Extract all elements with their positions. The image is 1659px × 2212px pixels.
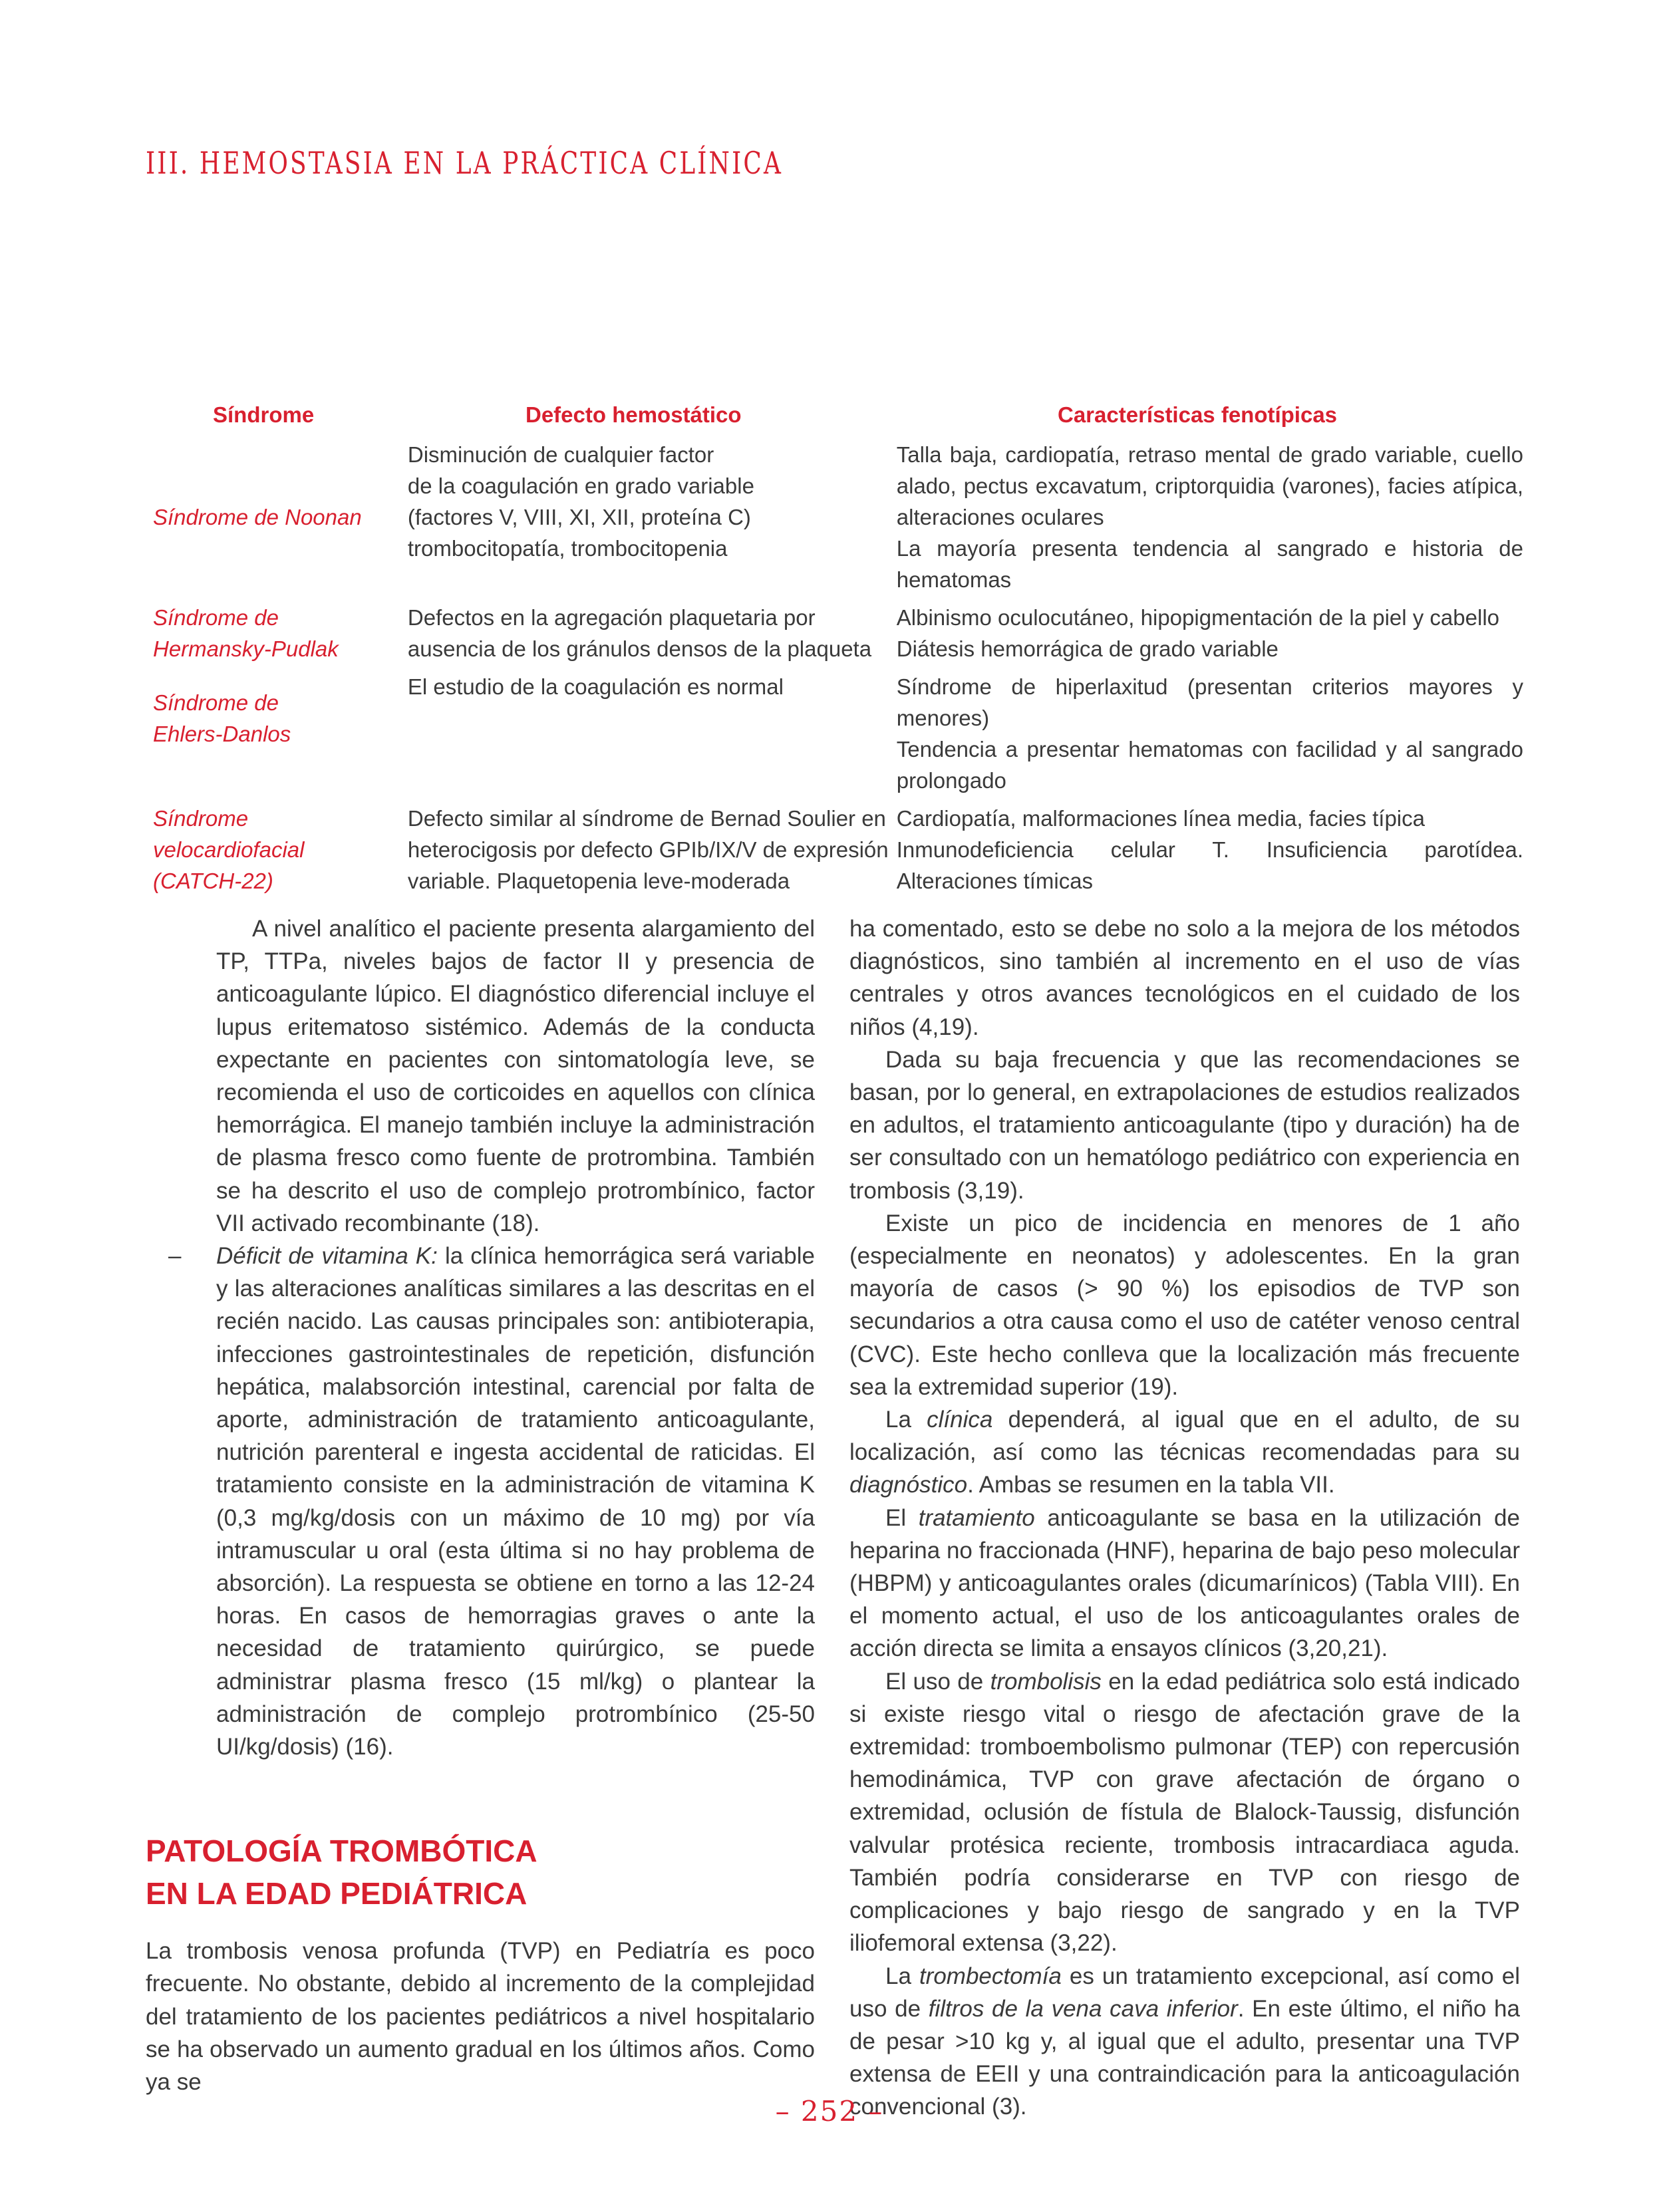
term-italic: Déficit de vitamina K: xyxy=(216,1243,438,1270)
syndrome-name: Síndrome de xyxy=(153,605,279,630)
defect-line: El estudio de la coagulación es normal xyxy=(407,674,784,699)
paragraph-text: la clínica hemorrágica será variable y las alteraciones analíticas similares a las descritas en el recién nacido. Las causas principales son: antibioterapia, infecciones gastrointestinales de repetición, disfunción hepática, malabsorción intestinal, carencial por falta de aporte, administración de tratamiento anticoagulante, nutrición parenteral e ingesta accidental de raticidas. El tratamiento consiste en la administración de vitamina K (0,3 mg/kg/dosis con un máximo de 10 mg) por vía intramuscular u oral (esta última si no hay problema de absorción). La respuesta se obtiene en torno a las 12-24 horas. En casos de hemorragias graves o ante la necesidad de tratamiento quirúrgico, se puede administrar plasma fresco (15 ml/kg) o plantear la administración de complejo protrombínico (25-50 UI/kg/dosis) (16). xyxy=(216,1243,815,1760)
phenotype-line: Cardiopatía, malformaciones línea media, facies típica xyxy=(896,806,1425,831)
body-paragraph: A nivel analítico el paciente presenta alargamiento del TP, TTPa, niveles bajos de factor II y presencia de anticoagulante lúpico. El diagnóstico diferencial incluye el lupus eritematoso sistémico. Además de la conducta expectante en pacientes con sintomatología leve, se recomienda el uso de corticoides en aquellos con clínica hemorrágica. El manejo también incluye la administración de plasma fresco como fuente de protrombina. También se ha descrito el uso de complejo protrombínico, factor VII activado recombinante (18). xyxy=(216,916,815,1236)
defect-line: variable. Plaquetopenia leve-moderada xyxy=(407,869,790,893)
syndrome-name: Síndrome xyxy=(153,806,249,831)
term-italic: diagnóstico xyxy=(849,1472,968,1498)
syndrome-name: Síndrome de xyxy=(153,690,279,715)
term-italic: filtros de la vena cava inferior xyxy=(928,1995,1238,2022)
table-cell-syndrome xyxy=(153,803,405,897)
table-cell-defect xyxy=(408,671,890,796)
table-cell-syndrome xyxy=(153,602,405,664)
defect-line: trombocitopatía, trombocitopenia xyxy=(407,536,728,561)
term-italic: clínica xyxy=(927,1407,993,1433)
defect-line: Defectos en la agregación plaquetaria por xyxy=(407,605,816,630)
table-row xyxy=(153,803,1523,897)
table-row xyxy=(153,602,1523,664)
running-header: III. HEMOSTASIA EN LA PRÁCTICA CLÍNICA xyxy=(146,145,783,181)
body-paragraph: El tratamiento anticoagulante se basa en la utilización de heparina no fraccionada (HNF), heparina de bajo peso molecular (HBPM) y anticoagulantes orales (dicumarínicos) (Tabla VIII). En el momento actual, el uso de los anticoagulantes orales de acción directa se limita a ensayos clínicos (3,20,21). xyxy=(849,1504,1520,1662)
table-cell-phenotype xyxy=(897,602,1523,664)
body-paragraph: ha comentado, esto se debe no solo a la mejora de los métodos diagnósticos, sino también al incremento en el uso de vías centrales y otros avances tecnológicos en el cuidado de los niños (4,19). xyxy=(849,916,1520,1040)
defect-line: heterocigosis por defecto GPIb/IX/V de expresión xyxy=(407,837,889,862)
syndrome-name: (CATCH-22) xyxy=(153,869,273,893)
phenotype-line: Albinismo oculocutáneo, hipopigmentación de la piel y cabello xyxy=(896,605,1500,630)
table-header-phenotype: Características fenotípicas xyxy=(1058,402,1338,427)
body-paragraph: La trombosis venosa profunda (TVP) en Pediatría es poco frecuente. No obstante, debido al incremento de la complejidad del tratamiento de los pacientes pediátricos a nivel hospitalario se ha observado un aumento gradual en los últimos años. Como ya se xyxy=(146,1938,815,2096)
term-italic: tratamiento xyxy=(918,1504,1035,1531)
table-header-syndrome: Síndrome xyxy=(213,402,315,427)
table-cell-defect xyxy=(408,803,890,897)
body-paragraph xyxy=(216,1240,815,1763)
table-cell-defect xyxy=(408,602,890,664)
phenotype-line: Inmunodeficiencia celular T. Insuficiencia parotídea. Alteraciones tímicas xyxy=(896,837,1523,893)
table-row xyxy=(153,439,1523,595)
syndrome-name: Ehlers-Danlos xyxy=(153,722,291,746)
defect-line: de la coagulación en grado variable xyxy=(407,474,754,498)
defect-line: ausencia de los gránulos densos de la plaqueta xyxy=(407,636,872,661)
table-cell-syndrome xyxy=(153,439,405,595)
body-paragraph: Existe un pico de incidencia en menores de 1 año (especialmente en neonatos) y adolescentes. En la gran mayoría de casos (> 90 %) los episodios de TVP son secundarios a otra causa como el uso de catéter venoso central (CVC). Este hecho conlleva que la localización más frecuente sea la extremidad superior (19). xyxy=(849,1210,1520,1400)
table-row xyxy=(153,671,1523,796)
section-title-line: PATOLOGÍA TROMBÓTICA xyxy=(146,1834,537,1869)
table-cell-phenotype xyxy=(897,671,1523,796)
term-italic: trombolisis xyxy=(990,1668,1102,1695)
defect-line: Disminución de cualquier factor xyxy=(407,442,714,467)
dash-bullet: – xyxy=(168,1243,182,1270)
table-cell-phenotype xyxy=(897,803,1523,897)
page-number: – 252 – xyxy=(775,2095,884,2128)
syndromes-table xyxy=(153,399,1523,897)
defect-line: (factores V, VIII, XI, XII, proteína C) xyxy=(407,505,751,529)
table-cell-phenotype xyxy=(897,439,1523,595)
body-paragraph: La trombectomía es un tratamiento excepcional, así como el uso de filtros de la vena cava inferior. En este último, el niño ha de pesar >10 kg y, al igual que el adulto, presentar una TVP extensa de EEII y una contraindicación para la anticoagulación convencional (3). xyxy=(849,1963,1520,2120)
table-header-row xyxy=(153,399,1523,439)
section-title-line: EN LA EDAD PEDIÁTRICA xyxy=(146,1876,528,1911)
body-paragraph: El uso de trombolisis en la edad pediátrica solo está indicado si existe riesgo vital o riesgo de afectación grave de la extremidad: tromboembolismo pulmonar (TEP) con repercusión hemodinámica, TVP con grave afectación de órgano o extremidad, oclusión de fístula de Blalock-Taussig, disfunción valvular protésica reciente, trombosis intracardiaca aguda. También podría considerarse en TVP con riesgo de complicaciones y bajo riesgo de sangrado y en la TVP iliofemoral extensa (3,22). xyxy=(849,1668,1521,1957)
table-header-defect: Defecto hemostático xyxy=(526,402,742,427)
list-item xyxy=(168,1240,815,1763)
phenotype-line: Tendencia a presentar hematomas con facilidad y al sangrado prolongado xyxy=(896,737,1523,793)
left-column xyxy=(146,912,815,2098)
section-title xyxy=(146,1830,815,1915)
phenotype-line: Síndrome de hiperlaxitud (presentan criterios mayores y menores) xyxy=(896,674,1523,730)
phenotype-line: La mayoría presenta tendencia al sangrado e historia de hematomas xyxy=(896,536,1523,592)
syndrome-name: Hermansky-Pudlak xyxy=(153,636,339,661)
phenotype-line: Talla baja, cardiopatía, retraso mental de grado variable, cuello alado, pectus excavatum, criptorquidia (varones), facies atípica, alteraciones oculares xyxy=(896,442,1523,529)
body-paragraph: La clínica dependerá, al igual que en el adulto, de su localización, así como las técnicas recomendadas para su diagnóstico. Ambas se resumen en la tabla VII. xyxy=(849,1407,1521,1498)
body-paragraph: Dada su baja frecuencia y que las recomendaciones se basan, por lo general, en extrapolaciones de estudios realizados en adultos, el tratamiento anticoagulante (tipo y duración) ha de ser consultado con un hematólogo pediátrico con experiencia en trombosis (3,19). xyxy=(849,1046,1520,1204)
right-column xyxy=(849,912,1520,2124)
syndrome-name: Síndrome de Noonan xyxy=(153,505,362,529)
phenotype-line: Diátesis hemorrágica de grado variable xyxy=(896,636,1279,661)
syndrome-name: velocardiofacial xyxy=(153,837,305,862)
table-cell-syndrome xyxy=(153,671,405,796)
term-italic: trombectomía xyxy=(919,1963,1062,1989)
defect-line: Defecto similar al síndrome de Bernad Soulier en xyxy=(407,806,886,831)
table-cell-defect xyxy=(408,439,890,595)
